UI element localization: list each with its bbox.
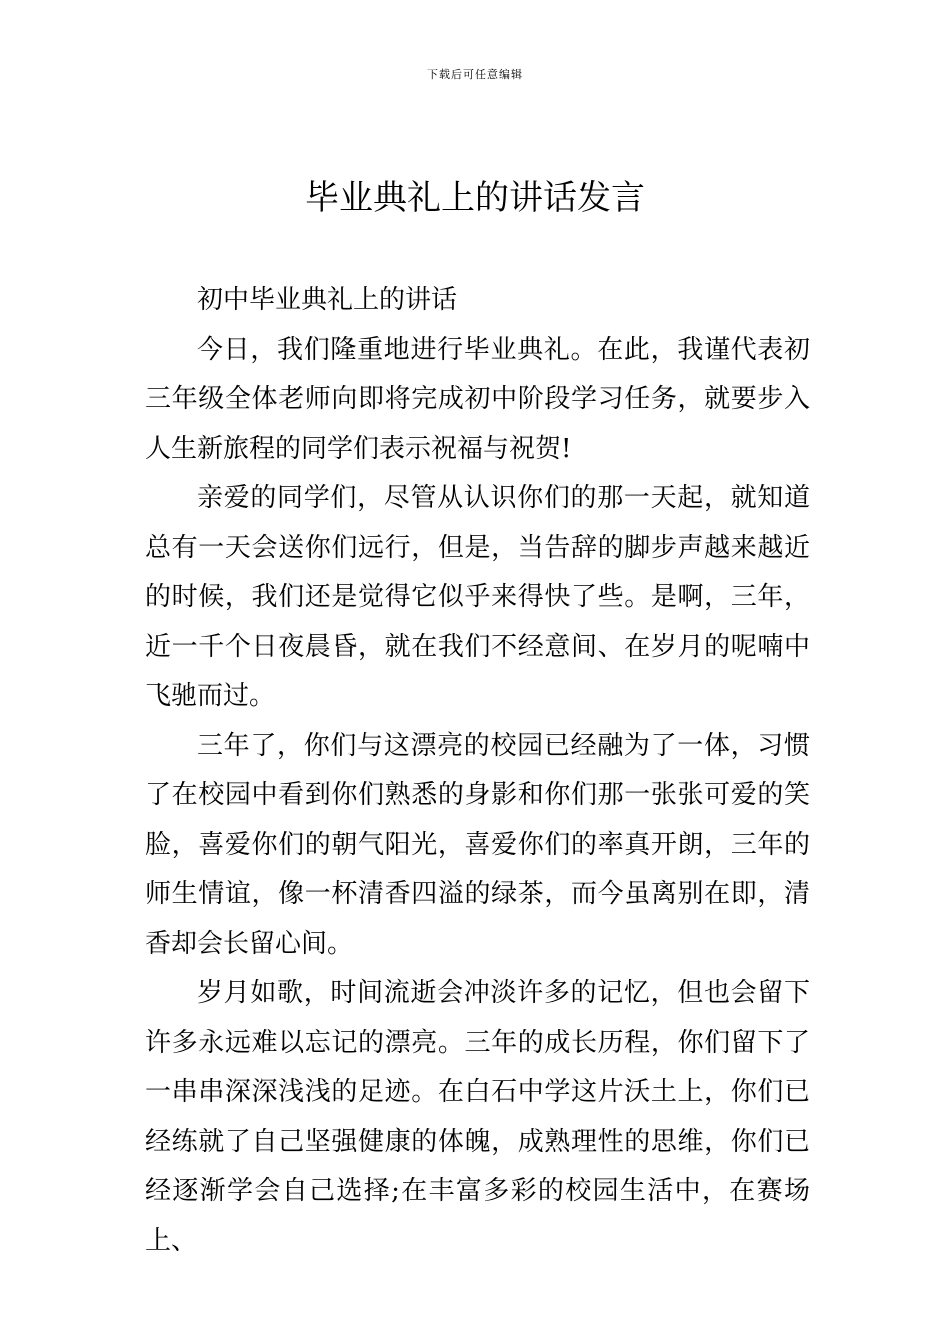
body-paragraph: 三年了，你们与这漂亮的校园已经融为了一体，习惯了在校园中看到你们熟悉的身影和你们那一张张可爱的笑脸，喜爱你们的朝气阳光，喜爱你们的率真开朗，三年的师生情谊，像一杯清香四溢的绿茶，而今虽离别在即，清香却会长留心间。: [145, 730, 810, 959]
header-note: 下载后可任意编辑: [427, 68, 523, 81]
subtitle-paragraph: 初中毕业典礼上的讲话: [197, 285, 458, 315]
body-paragraph: 亲爱的同学们，尽管从认识你们的那一天起，就知道总有一天会送你们远行，但是，当告辞的脚步声越来越近的时候，我们还是觉得它似乎来得快了些。是啊，三年，近一千个日夜晨昏，就在我们不经意间、在岁月的呢喃中飞驰而过。: [145, 483, 810, 711]
document-title: 毕业典礼上的讲话发言: [305, 178, 645, 218]
document-body: [145, 276, 810, 1266]
body-paragraph: 今日，我们隆重地进行毕业典礼。在此，我谨代表初三年级全体老师向即将完成初中阶段学习任务，就要步入人生新旅程的同学们表示祝福与祝贺!: [145, 334, 810, 464]
body-paragraph: 岁月如歌，时间流逝会冲淡许多的记忆，但也会留下许多永远难以忘记的漂亮。三年的成长历程，你们留下了一串串深深浅浅的足迹。在白石中学这片沃土上，你们已经练就了自己坚强健康的体魄，成熟理性的思维，你们已经逐渐学会自己选择;在丰富多彩的校园生活中，在赛场上、: [145, 978, 810, 1256]
